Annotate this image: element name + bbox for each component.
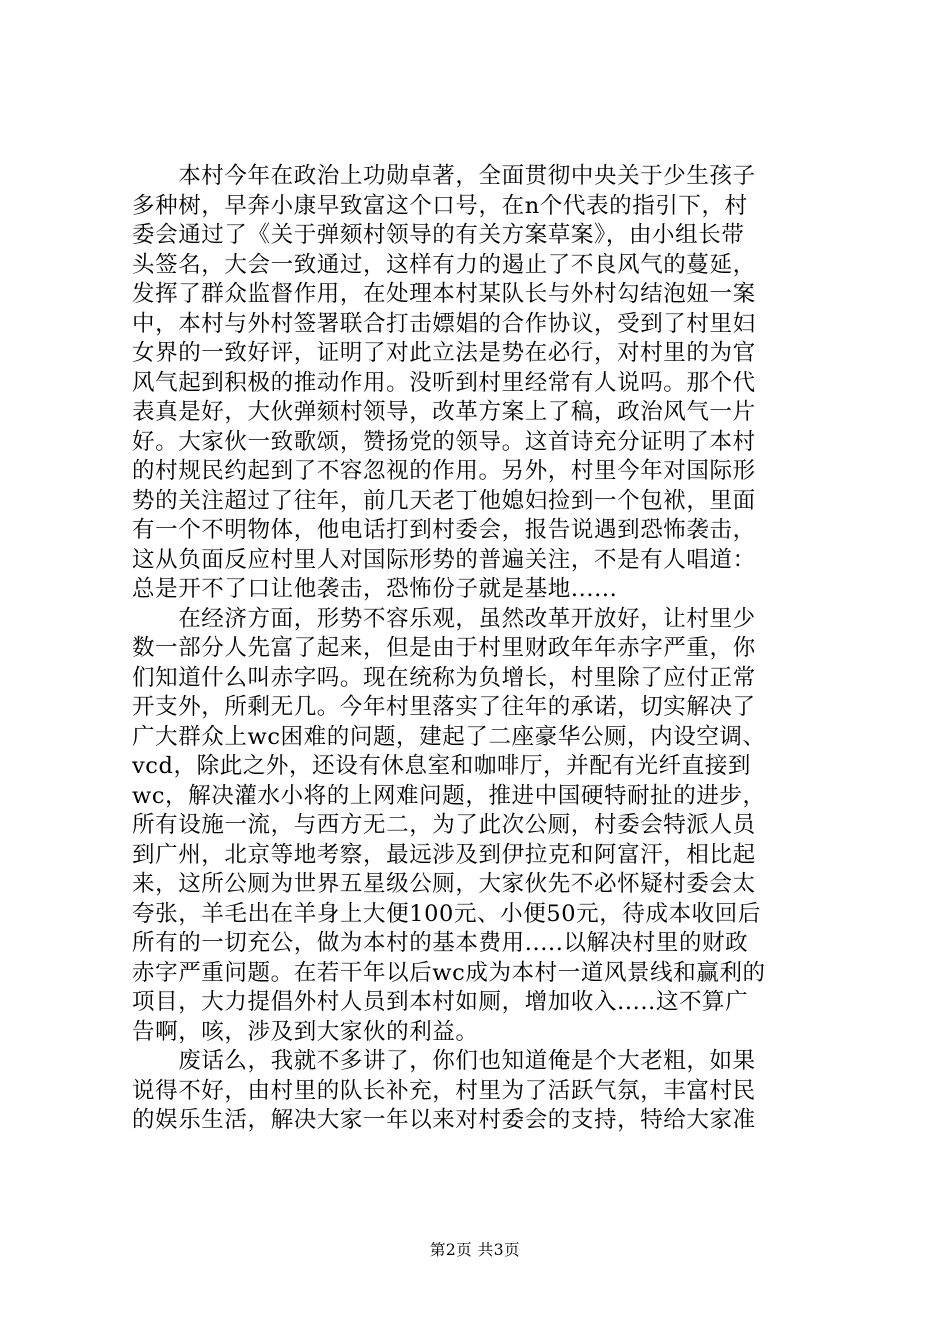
text-line: 委会通过了《关于弹颏村领导的有关方案草案》，由小组长带 — [132, 222, 745, 248]
text-line: 头签名，大会一致通过，这样有力的遏止了不良风气的蔓延， — [132, 251, 756, 278]
text-line: 项目，大力提倡外村人员到本村如厕，增加收入.....这不算广 — [132, 989, 749, 1015]
text-line: 风气起到积极的推动作用。没听到村里经常有人说吗。那个代 — [132, 369, 756, 396]
text-line: wc，解决灌水小将的上网难问题，推进中国硬特耐扯的进步， — [132, 782, 766, 809]
text-line: 总是开不了口让他袭击，恐怖份子就是基地...... — [132, 576, 618, 602]
text-line: 在经济方面，形势不容乐观，虽然改革开放好，让村里少 — [132, 605, 756, 632]
text-line: 的娱乐生活，解决大家一年以来对村委会的支持，特给大家准 — [132, 1107, 756, 1133]
text-line: 发挥了群众监督作用，在处理本村某队长与外村勾结泡妞一案 — [132, 281, 756, 307]
text-line: 废话么，我就不多讲了，你们也知道俺是个大老粗，如果 — [132, 1048, 756, 1074]
text-line: 广大群众上wc困难的问题，建起了二座豪华公厕，内设空调、 — [132, 723, 766, 750]
text-line: 多种树，早奔小康早致富这个口号，在n个代表的指引下，村 — [132, 192, 748, 219]
text-line: 表真是好，大伙弹颏村领导，改革方案上了稿，政治风气一片 — [132, 399, 756, 425]
text-line: vcd，除此之外，还设有休息室和咖啡厅，并配有光纤直接到 — [132, 753, 752, 779]
text-line: 告啊，咳，涉及到大家伙的利益。 — [132, 1018, 479, 1045]
page-footer: 第2页 共3页 — [429, 1241, 521, 1259]
text-line: 的村规民约起到了不容忽视的作用。另外，村里今年对国际形 — [132, 458, 756, 484]
text-line: 女界的一致好评，证明了对此立法是势在必行，对村里的为官 — [132, 340, 756, 366]
text-line: 中，本村与外村签署联合打击嫖娼的合作协议，受到了村里妇 — [132, 310, 756, 337]
text-line: 说得不好，由村里的队长补充，村里为了活跃气氛，丰富村民 — [132, 1077, 756, 1104]
text-line: 好。大家伙一致歌颂，赞扬党的领导。这首诗充分证明了本村 — [132, 428, 756, 455]
text-line: 来，这所公厕为世界五星级公厕，大家伙先不必怀疑村委会太 — [132, 871, 756, 897]
text-line: 们知道什么叫赤字吗。现在统称为负增长，村里除了应付正常 — [132, 664, 756, 691]
text-line: 夸张，羊毛出在羊身上大便100元、小便50元，待成本收回后 — [132, 900, 761, 927]
text-line: 到广州，北京等地考察，最远涉及到伊拉克和阿富汗，相比起 — [132, 841, 756, 868]
text-line: 所有的一切充公，做为本村的基本费用.....以解决村里的财政 — [132, 930, 749, 956]
body-text — [132, 162, 832, 1136]
text-line: 所有设施一流，与西方无二，为了此次公厕，村委会特派人员 — [132, 812, 756, 838]
text-line: 这从负面反应村里人对国际形势的普遍关注，不是有人唱道： — [132, 546, 756, 573]
text-line: 势的关注超过了往年，前几天老丁他媳妇捡到一个包袱，里面 — [132, 487, 756, 514]
text-line: 开支外，所剩无几。今年村里落实了往年的承诺，切实解决了 — [132, 694, 756, 720]
text-line: 赤字严重问题。在若干年以后wc成为本村一道风景线和赢利的 — [132, 959, 766, 986]
text-line: 有一个不明物体，他电话打到村委会，报告说遇到恐怖袭击， — [132, 517, 756, 543]
text-line: 本村今年在政治上功勋卓著，全面贯彻中央关于少生孩子 — [132, 163, 756, 189]
text-line: 数一部分人先富了起来，但是由于村里财政年年赤字严重，你 — [132, 635, 756, 661]
